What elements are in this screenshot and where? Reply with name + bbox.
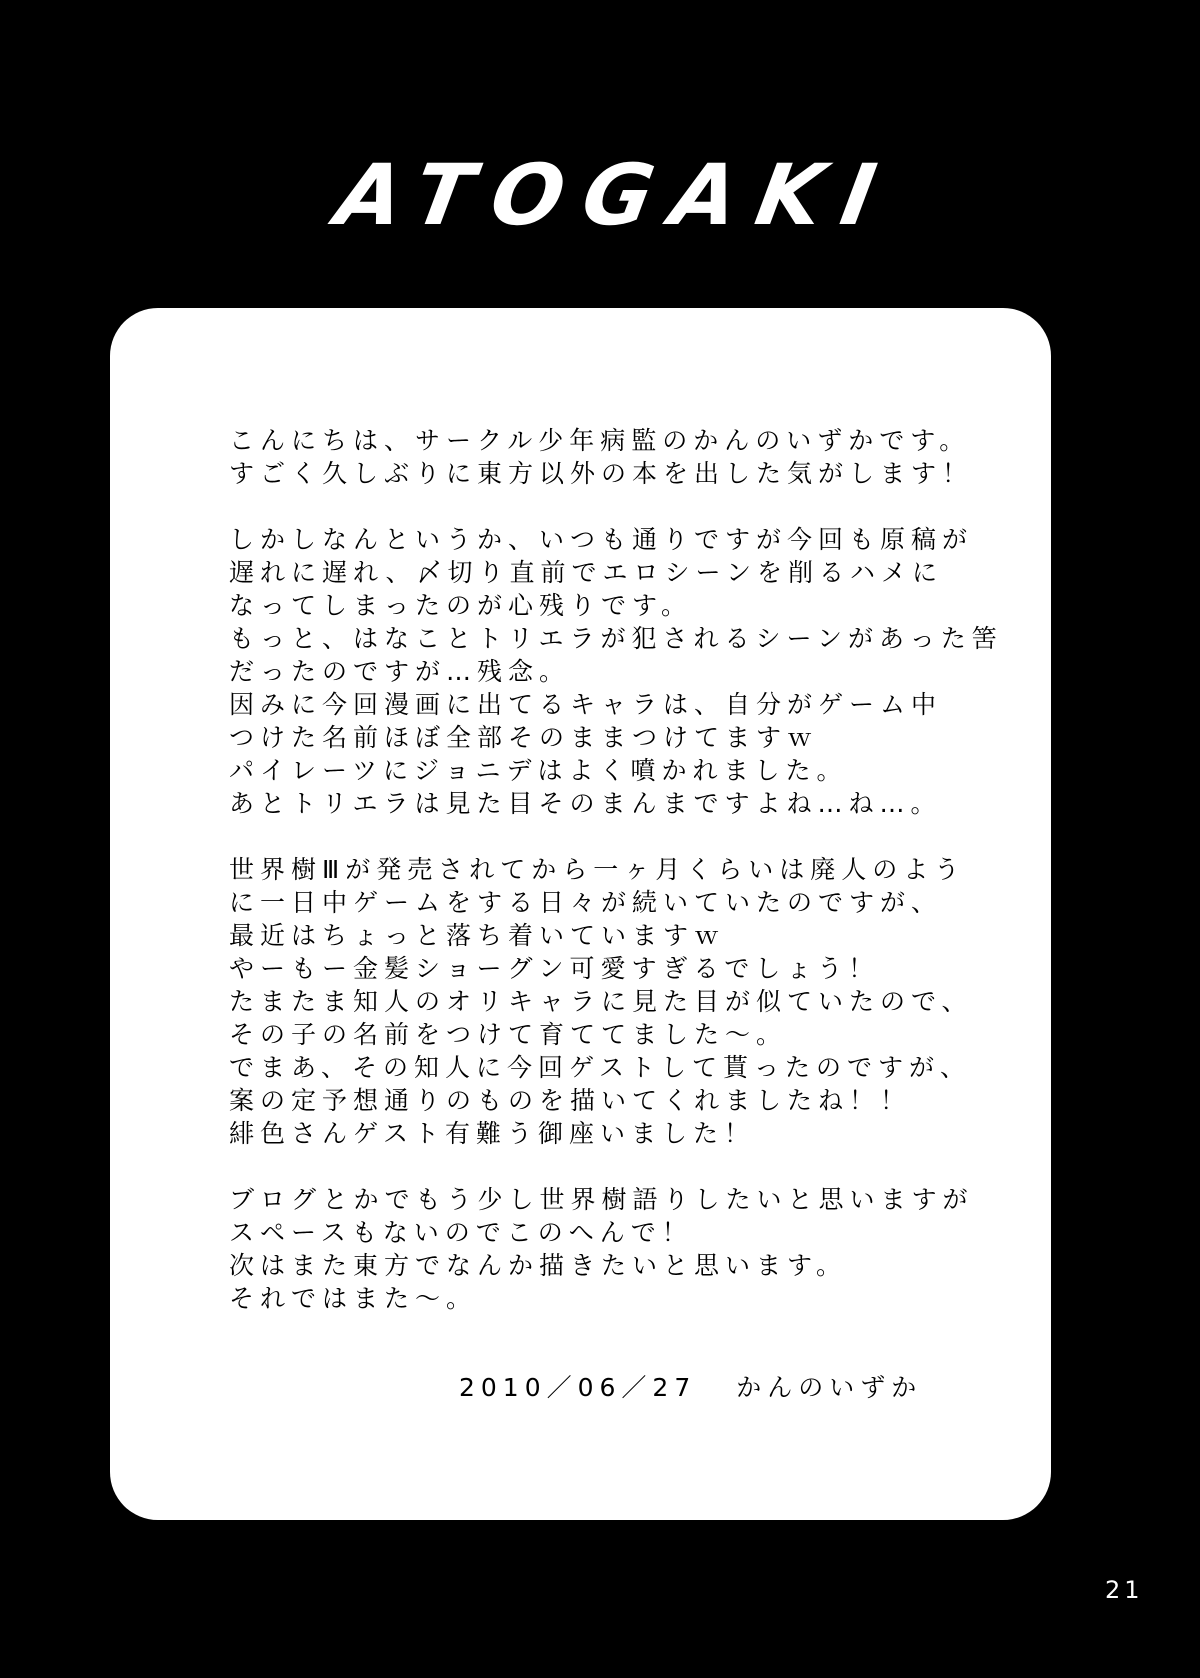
paragraph-game xyxy=(229,853,1029,1150)
text-line: でまあ、その知人に今回ゲストして貰ったのですが、 xyxy=(229,1053,972,1082)
text-line: 最近はちょっと落ち着いていますｗ xyxy=(229,921,726,950)
text-line: すごく久しぶりに東方以外の本を出した気がします！ xyxy=(229,459,974,488)
text-line: 世界樹Ⅲが発売されてから一ヶ月くらいは廃人のよう xyxy=(229,855,966,884)
text-line: なってしまったのが心残りです。 xyxy=(229,591,693,620)
text-line: あとトリエラは見た目そのまんまですよね…ね…。 xyxy=(229,789,942,818)
text-line: だったのですが…残念。 xyxy=(229,657,571,686)
text-line: スペースもないのでこのへんで！ xyxy=(229,1218,693,1247)
text-line: たまたま知人のオリキャラに見た目が似ていたので、 xyxy=(229,987,973,1016)
signature-author: かんのいずか xyxy=(736,1373,923,1402)
paragraph-greeting xyxy=(229,424,1029,490)
text-line: 緋色さんゲスト有難う御座いました！ xyxy=(229,1119,756,1148)
text-line: に一日中ゲームをする日々が続いていたのですが、 xyxy=(229,888,943,917)
paragraph-closing xyxy=(229,1183,1029,1315)
text-panel xyxy=(110,308,1051,1520)
text-line: パイレーツにジョニデはよく噴かれました。 xyxy=(229,756,848,785)
page-number: 21 xyxy=(1105,1576,1144,1604)
text-line: 遅れに遅れ、〆切り直前でエロシーンを削るハメに xyxy=(229,558,944,587)
afterword-body xyxy=(229,424,1029,1348)
text-line: 因みに今回漫画に出てるキャラは、自分がゲーム中 xyxy=(229,690,943,719)
text-line: こんにちは、サークル少年病監のかんのいずかです。 xyxy=(229,426,971,455)
text-line: ブログとかでもう少し世界樹語りしたいと思いますが xyxy=(229,1185,974,1214)
signature xyxy=(459,1370,922,1406)
text-line: その子の名前をつけて育ててました～。 xyxy=(229,1020,788,1049)
text-line: 案の定予想通りのものを描いてくれましたね！！ xyxy=(229,1086,912,1115)
text-line: それではまた～。 xyxy=(229,1284,478,1313)
text-line: やーもー金髪ショーグン可愛すぎるでしょう！ xyxy=(229,954,880,983)
text-line: つけた名前ほぼ全部そのままつけてますｗ xyxy=(229,723,819,752)
signature-date: 2010／06／27 xyxy=(459,1373,697,1402)
page-title: ATOGAKI xyxy=(329,146,903,244)
text-line: しかしなんというか、いつも通りですが今回も原稿が xyxy=(229,525,974,554)
text-line: 次はまた東方でなんか描きたいと思います。 xyxy=(229,1251,848,1280)
text-line: もっと、はなことトリエラが犯されるシーンがあった筈 xyxy=(229,624,1003,653)
paragraph-manuscript xyxy=(229,523,1029,820)
